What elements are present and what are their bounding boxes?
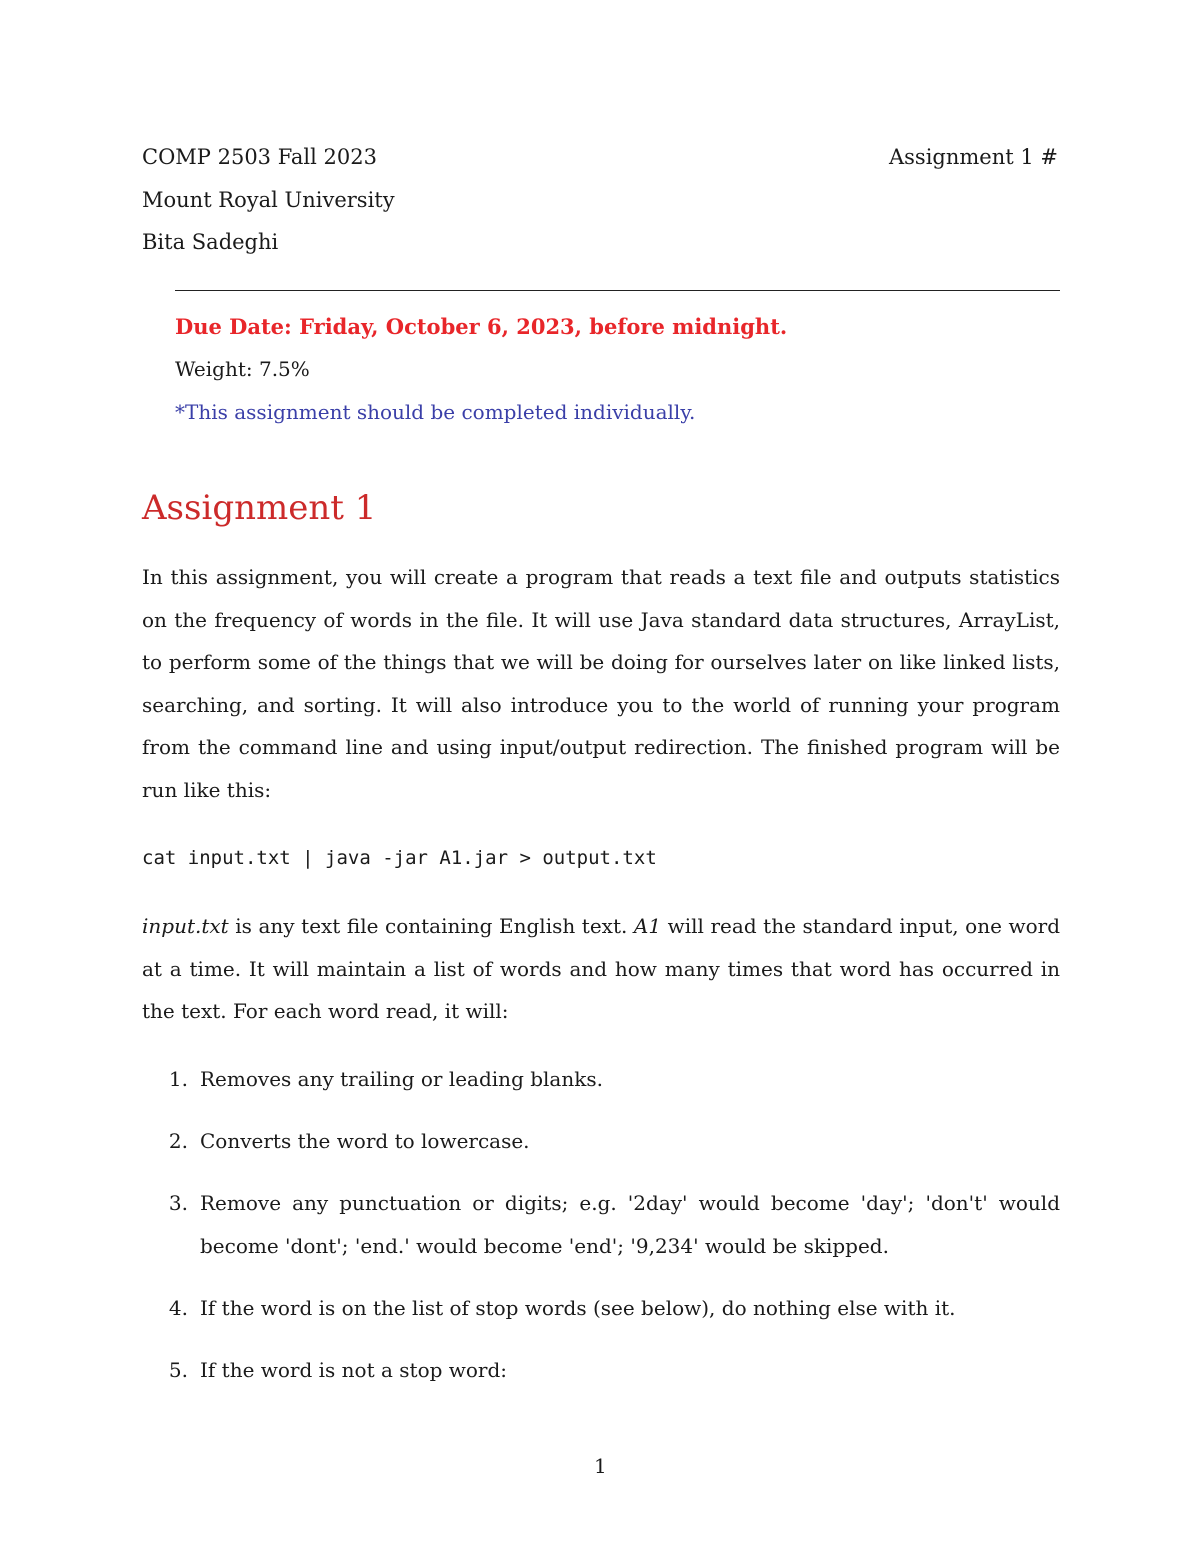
weight-line: Weight: 7.5% [175,357,310,381]
individual-note: *This assignment should be completed individually. [175,400,696,424]
description-part-2: will read the standard input, one word at a time. It will maintain a list of words and how many times that word has occurred in the text. For each word read, it will: [142,914,1060,1023]
program-name: A1 [633,914,662,938]
input-file-name: input.txt [142,914,229,938]
section-title: Assignment 1 [142,488,377,528]
instructor-name: Bita Sadeghi [142,230,279,254]
step-number: 2. [168,1129,188,1153]
step-text: Converts the word to lowercase. [200,1129,530,1153]
description-paragraph [142,905,1060,1033]
page-number: 1 [594,1454,607,1478]
university-name: Mount Royal University [142,188,395,212]
step-number: 5. [168,1358,188,1382]
command-example: cat input.txt | java -jar A1.jar > output.txt [142,847,657,869]
due-date: Due Date: Friday, October 6, 2023, before midnight. [175,314,788,339]
intro-paragraph: In this assignment, you will create a program that reads a text file and outputs statistics on the frequency of words in the file. It will use Java standard data structures, ArrayList, to perform some of the things that we will be doing for ourselves later on like linked lists, searching, and sorting. It will also introduce you to the world of running your program from the command line and using input/output redirection. The finished program will be run like this: [142,565,1060,802]
step-number: 1. [168,1067,188,1091]
assignment-tag: Assignment 1 # [888,145,1058,169]
step-number: 4. [168,1296,188,1320]
step-text: Removes any trailing or leading blanks. [200,1067,603,1091]
step-number: 3. [168,1191,188,1215]
step-text: If the word is not a stop word: [200,1358,508,1382]
header-divider [175,290,1060,291]
description-part-1: is any text file containing English text. [228,914,634,938]
course-title: COMP 2503 Fall 2023 [142,145,377,169]
step-text: If the word is on the list of stop words (see below), do nothing else with it. [200,1296,956,1320]
step-text: Remove any punctuation or digits; e.g. '2day' would become 'day'; 'don't' would become 'dont'; 'end.' would become 'end'; '9,234' would be skipped. [200,1191,1060,1258]
